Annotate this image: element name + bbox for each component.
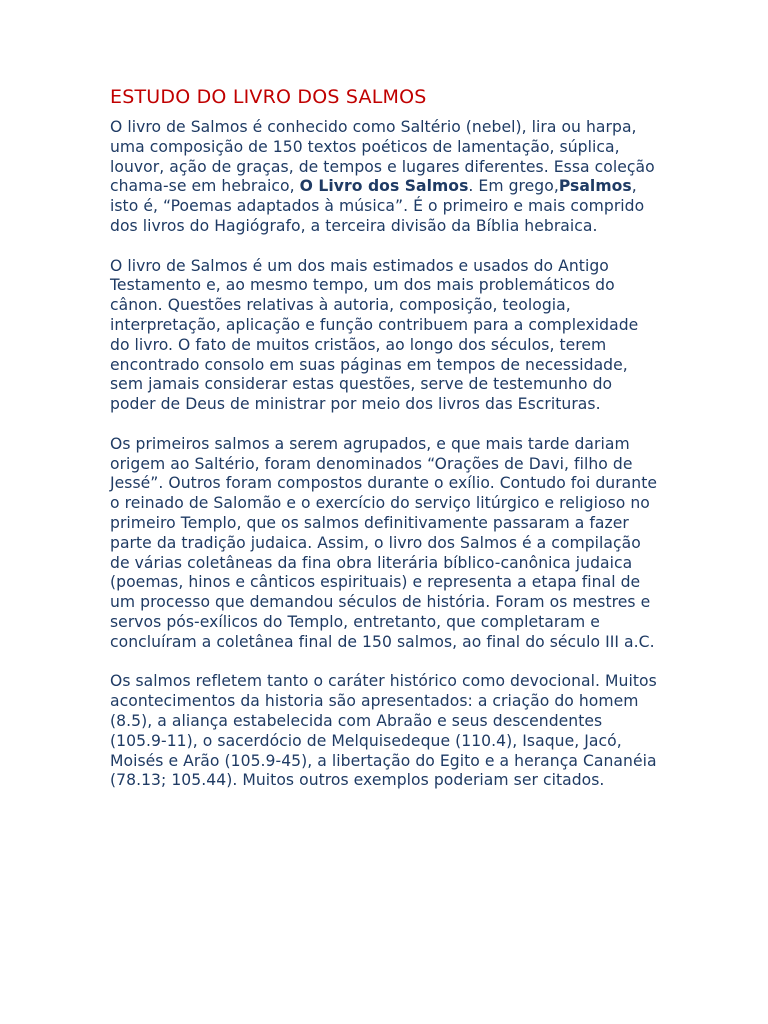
paragraph-1 (110, 118, 662, 237)
document-title: ESTUDO DO LIVRO DOS SALMOS (110, 86, 427, 108)
paragraph-4: Os salmos refletem tanto o caráter histórico como devocional. Muitos acontecimentos da historia são apresentados: a criação do homem (8.5), a aliança estabelecida com Abraão e seus descendentes (105.9-11), o sacerdócio de Melquisedeque (110.4), Isaque, Jacó, Moisés e Arão (105.9-45), a libertação do Egito e a herança Cananéia (78.13; 105.44). Muitos outros exemplos poderiam ser citados. (110, 672, 657, 790)
paragraph-1-bold-livro: O Livro dos Salmos (299, 177, 469, 196)
paragraph-1-text-b: . Em grego, (468, 177, 559, 196)
paragraph-3: Os primeiros salmos a serem agrupados, e que mais tarde dariam origem ao Saltério, foram denominados “Orações de Davi, filho de Jessé”. Outros foram compostos durante o exílio. Contudo foi durante o reinado de Salomão e o exercício do serviço litúrgico e religioso no primeiro Templo, que os salmos definitivamente passaram a fazer parte da tradição judaica. Assim, o livro dos Salmos é a compilação de várias coletâneas da fina obra literária bíblico-canônica judaica (poemas, hinos e cânticos espirituais) e representa a etapa final de um processo que demandou séculos de história. Foram os mestres e servos pós-exílicos do Templo, entretanto, que completaram e concluíram a coletânea final de 150 salmos, ao final do século III a.C. (110, 434, 658, 651)
paragraph-1-text-c: , isto é, “Poemas adaptados à música”. É o primeiro e mais comprido dos livros do Hagiógrafo, a terceira divisão da Bíblia hebraica. (110, 177, 645, 235)
paragraph-2: O livro de Salmos é um dos mais estimados e usados do Antigo Testamento e, ao mesmo tempo, um dos mais problemáticos do cânon. Questões relativas à autoria, composição, teologia, interpretação, aplicação e função contribuem para a complexidade do livro. O fato de muitos cristãos, ao longo dos séculos, terem encontrado consolo em suas páginas em tempos de necessidade, sem jamais considerar estas questões, serve de testemunho do poder de Deus de ministrar por meio dos livros das Escrituras. (110, 256, 639, 414)
paragraph-1-text-a: O livro de Salmos é conhecido como Saltério (nebel), lira ou harpa, uma composição de 150 textos poéticos de lamentação, súplica, louvor, ação de graças, de tempos e lugares diferentes. Essa coleção chama-se em hebraico, (110, 118, 655, 196)
document-page (110, 84, 662, 811)
paragraph-1-bold-psalmos: Psalmos (558, 177, 632, 196)
